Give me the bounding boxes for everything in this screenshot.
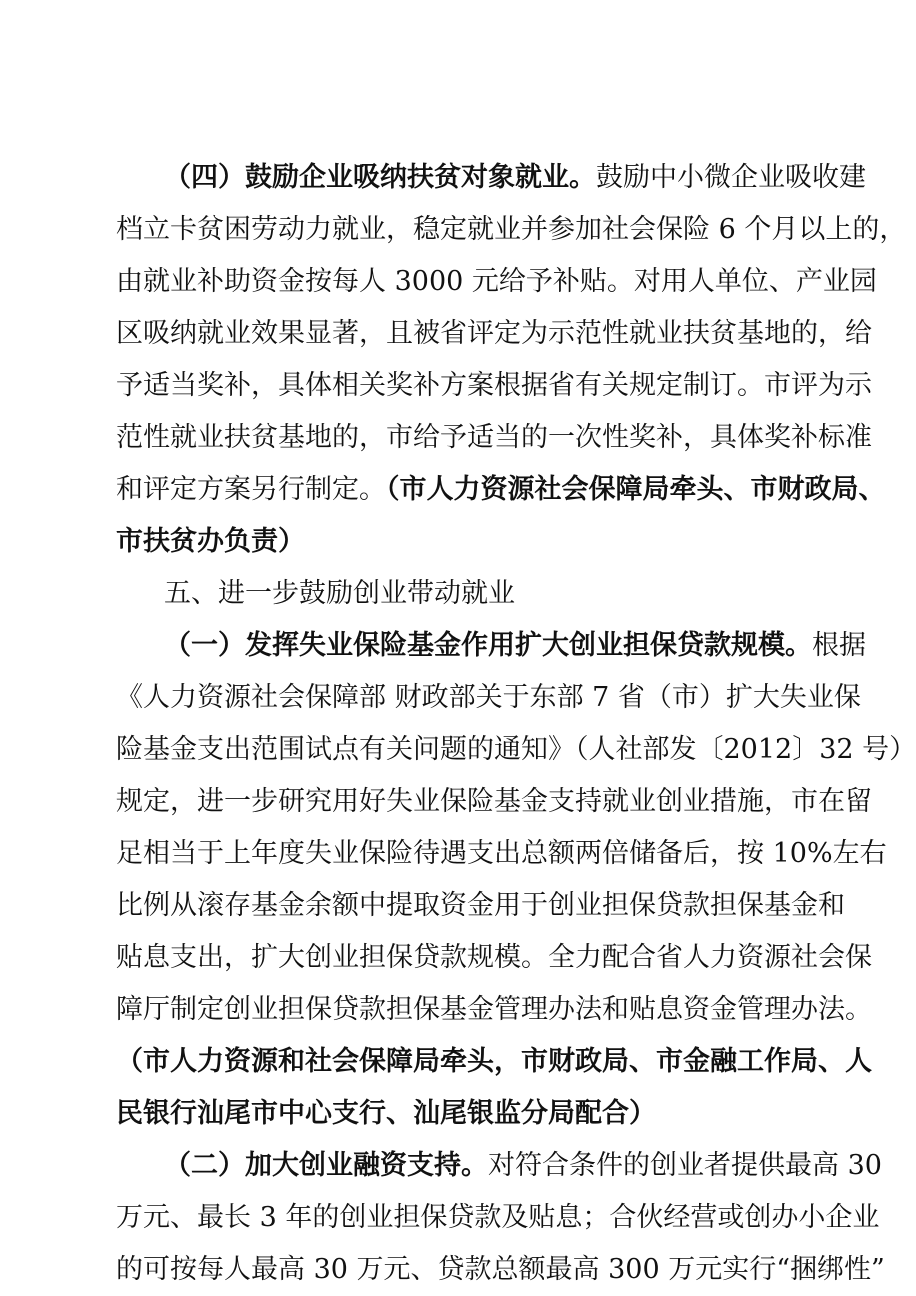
paragraph-4-line-6: 范性就业扶贫基地的，市给予适当的一次性奖补，具体奖补标准	[116, 422, 872, 453]
section-5-para-1-line-5: 足相当于上年度失业保险待遇支出总额两倍储备后，按 10%左右	[116, 838, 887, 869]
paragraph-4-line-2: 档立卡贫困劳动力就业，稳定就业并参加社会保险 6 个月以上的，	[116, 214, 907, 245]
paragraph-4-line-5: 予适当奖补，具体相关奖补方案根据省有关规定制订。市评为示	[116, 370, 872, 401]
paragraph-4-line-7: 和评定方案另行制定。（市人力资源社会保障局牵头、市财政局、	[116, 474, 886, 505]
section-5-para-2-line-3: 的可按每人最高 30 万元、贷款总额最高 300 万元实行“捆绑性”	[116, 1254, 885, 1285]
paragraph-4-line-8: 市扶贫办负责）	[116, 526, 305, 557]
section-5-para-1-line-10: 民银行汕尾市中心支行、汕尾银监分局配合）	[116, 1098, 656, 1129]
paragraph-4-line-3: 由就业补助资金按每人 3000 元给予补贴。对用人单位、产业园	[116, 266, 877, 297]
section-5-para-1-line-3: 险基金支出范围试点有关问题的通知》（人社部发〔2012〕32 号）	[116, 734, 916, 765]
section-5-para-1-line-9: （市人力资源和社会保障局牵头，市财政局、市金融工作局、人	[116, 1046, 872, 1077]
section-5-para-1-line-4: 规定，进一步研究用好失业保险基金支持就业创业措施，市在留	[116, 786, 872, 817]
section-5-para-1-line-7: 贴息支出，扩大创业担保贷款规模。全力配合省人力资源社会保	[116, 942, 872, 973]
section-5-para-2-line-1: （二）加大创业融资支持。对符合条件的创业者提供最高 30	[164, 1150, 882, 1181]
section-5-para-1-line-2: 《人力资源社会保障部 财政部关于东部 7 省（市）扩大失业保	[116, 682, 861, 713]
section-5-para-1-line-6: 比例从滚存基金余额中提取资金用于创业担保贷款担保基金和	[116, 890, 845, 921]
section-5-para-2-line-2: 万元、最长 3 年的创业担保贷款及贴息；合伙经营或创办小企业	[116, 1202, 880, 1233]
section-5-para-1-line-8: 障厅制定创业担保贷款担保基金管理办法和贴息资金管理办法。	[116, 994, 872, 1025]
section-5-para-1-line-1: （一）发挥失业保险基金作用扩大创业担保贷款规模。根据	[164, 630, 866, 661]
section-5-heading: 五、进一步鼓励创业带动就业	[164, 578, 515, 609]
paragraph-4-line-1: （四）鼓励企业吸纳扶贫对象就业。鼓励中小微企业吸收建	[164, 162, 866, 193]
paragraph-4-line-4: 区吸纳就业效果显著，且被省评定为示范性就业扶贫基地的，给	[116, 318, 872, 349]
